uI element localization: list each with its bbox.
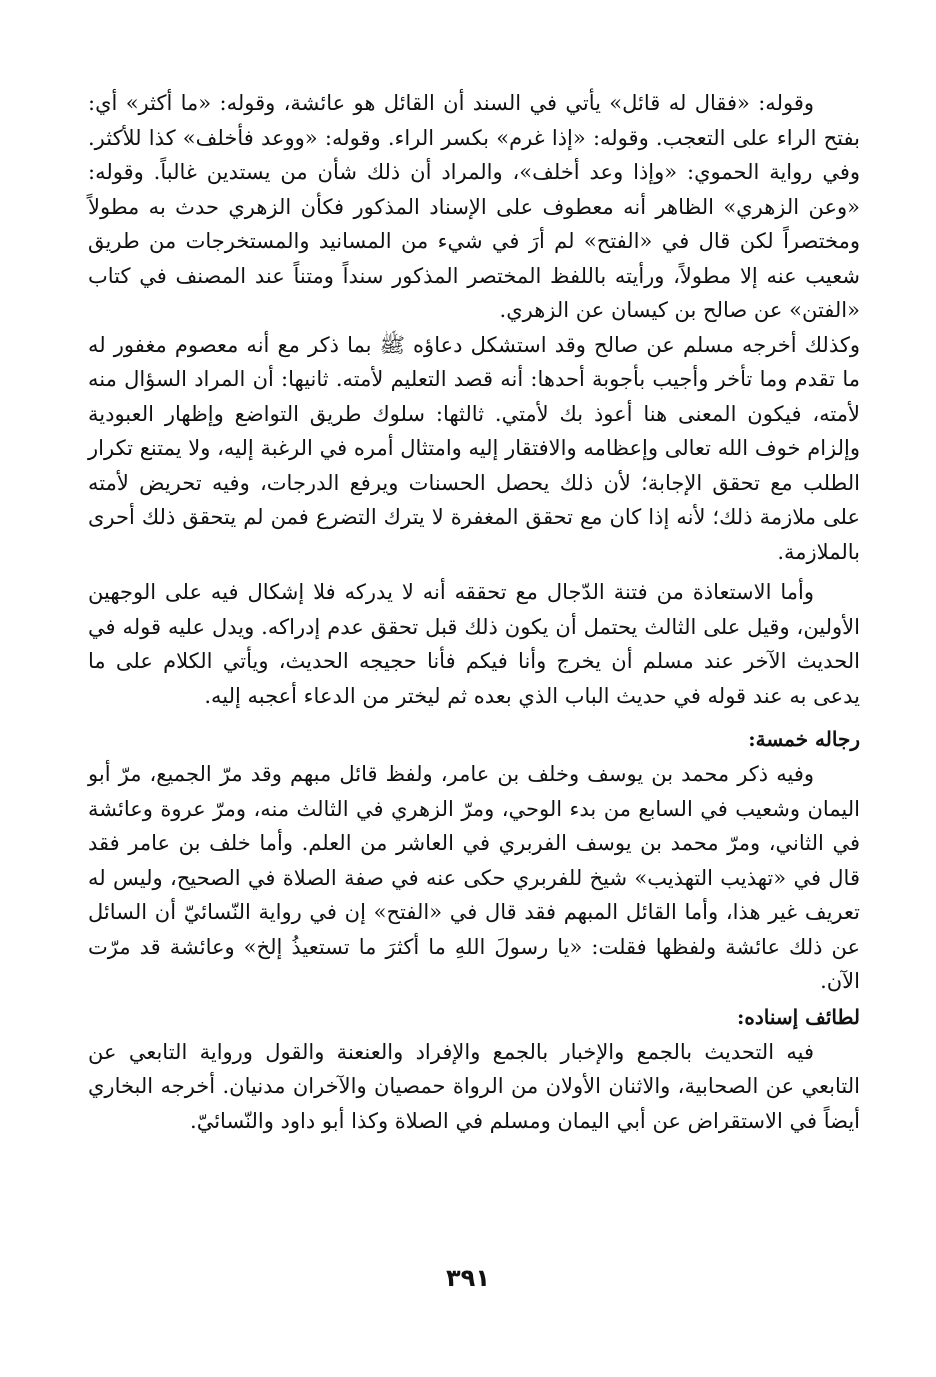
paragraph-commentary-2: وكذلك أخرجه مسلم عن صالح وقد استشكل دعاؤه ﷺ بما ذكر مع أنه معصوم مغفور له ما تقدم وما تأخر وأجيب بأجوبة أحدها: أنه قصد التعليم لأمته. ثانيها: أن المراد السؤال منه لأمته، فيكون المعنى هنا أعوذ بك لأمتي. ثالثها: سلوك طريق التواضع وإظهار العبودية وإلزام خوف الله تعالى وإعظامه والافتقار إليه وامتثال أمره في الرغبة إليه، ولا يمتنع تكرار الطلب مع تحقق الإجابة؛ لأن ذلك يحصل الحسنات ويرفع الدرجات، وفيه تحريض لأمته على ملازمة ذلك؛ لأنه إذا كان مع تحقق المغفرة لا يترك التضرع فمن لم يتحقق ذلك أحرى بالملازمة. [88, 332, 860, 564]
paragraph-isnad-notes: فيه التحديث بالجمع والإخبار بالجمع والإفراد والعنعنة والقول ورواية التابعي عن التابعي عن الصحابية، والاثنان الأولان من الرواة حمصيان والآخران مدنيان. أخرجه البخاري أيضاً في الاستقراض عن أبي اليمان ومسلم في الصلاة وكذا أبو داود والنّسائيّ. [88, 1039, 860, 1133]
paragraph-commentary-3: وأما الاستعاذة من فتنة الدّجال مع تحققه أنه لا يدركه فلا إشكال فيه على الوجهين الأولين، وقيل على الثالث يحتمل أن يكون ذلك قبل تحقق عدم إدراكه. ويدل عليه قوله في الحديث الآخر عند مسلم أن يخرج وأنا فيكم فأنا حجيجه الحديث، ويأتي الكلام على ما يدعى به عند قوله في حديث الباب الذي بعده ثم ليختر من الدعاء أعجبه إليه. [88, 580, 860, 708]
section-heading-isnad-notes: لطائف إسناده: [736, 1004, 860, 1029]
page-number: ٣٩١ [446, 1264, 490, 1292]
paragraph-narrators: وفيه ذكر محمد بن يوسف وخلف بن عامر، ولفظ قائل مبهم وقد مرّ الجميع، مرّ أبو اليمان وشعيب في السابع من بدء الوحي، ومرّ الزهري في الثالث منه، ومرّ عروة وعائشة في الثاني، ومرّ محمد بن يوسف الفربري في العاشر من العلم. وأما خلف بن عامر فقد قال في «تهذيب التهذيب» شيخ للفربري حكى عنه في صفة الصلاة في الصحيح، وليس له تعريف غير هذا، وأما القائل المبهم فقد قال في «الفتح» إن في رواية النّسائيّ أن السائل عن ذلك عائشة ولفظها فقلت: «يا رسولَ اللهِ ما أكثرَ ما تستعيذُ إلخ» وعائشة قد مرّت الآن. [88, 762, 860, 993]
paragraph-commentary-1: وقوله: «فقال له قائل» يأتي في السند أن القائل هو عائشة، وقوله: «ما أكثر» أي: بفتح الراء على التعجب. وقوله: «إذا غرم» بكسر الراء. وقوله: «ووعد فأخلف» كذا للأكثر. وفي رواية الحموي: «وإذا وعد أخلف»، والمراد أن ذلك شأن من يستدين غالباً. وقوله: «وعن الزهري» الظاهر أنه معطوف على الإسناد المذكور فكأن الزهري حدث به مطولاً ومختصراً لكن قال في «الفتح» لم أرَ في شيء من المسانيد والمستخرجات من طريق شعيب عنه إلا مطولاً، ورأيته باللفظ المختصر المذكور سنداً ومتناً عند المصنف في كتاب «الفتن» عن صالح بن كيسان عن الزهري. [88, 91, 860, 322]
page-body [88, 86, 860, 1138]
section-heading-narrators: رجاله خمسة: [748, 727, 860, 751]
